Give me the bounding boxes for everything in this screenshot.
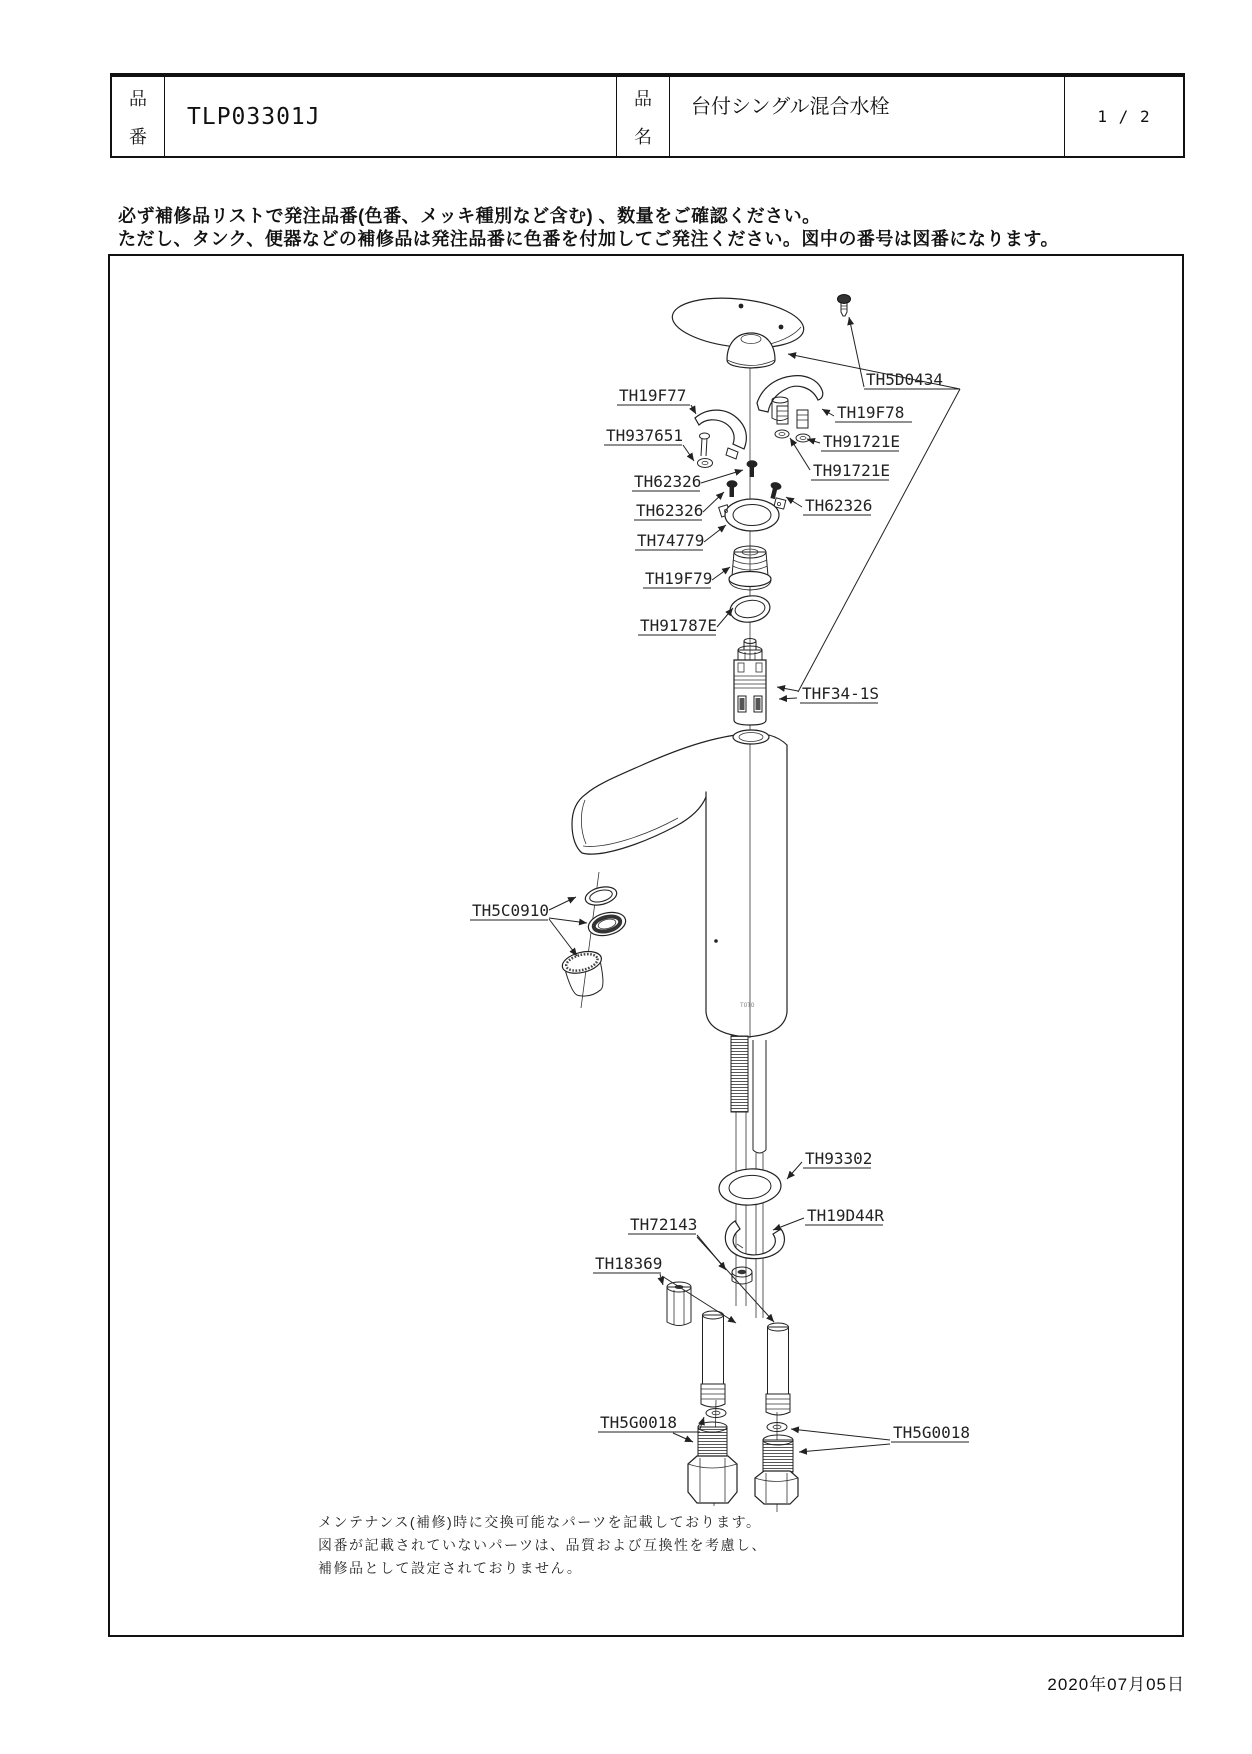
exploded-parts-diagram [108,253,1185,1638]
header-table [110,73,1185,158]
part-name-cell [670,77,1065,156]
maintenance-note-line2: 図番が記載されていないパーツは、品質および互換性を考慮し、 [318,1537,767,1553]
c-clamp-th19d44r [725,1221,784,1259]
part-label-th5g0018-left: TH5G0018 [600,1413,678,1432]
part-name-label-cell [617,77,670,156]
cap-screw [838,295,851,317]
screw-th91721e-2 [796,410,810,442]
supply-pipe-right [766,1323,790,1415]
part-label-th91721e-2: TH91721E [813,461,891,480]
retainer-ring-th74779 [719,498,786,531]
connector-right-th5g0018 [755,1423,798,1505]
part-label-th74779: TH74779 [637,531,705,550]
o-ring-th91787e [728,593,771,624]
part-label-th5d0434: TH5D0434 [866,370,944,389]
part-label-th91721e-1: TH91721E [823,432,901,451]
order-notice-line1: 必ず補修品リストで発注品番(色番、メッキ種別など含む) 、数量をご確認ください。 [118,206,821,226]
connector-left-th5g0018 [688,1409,737,1504]
maintenance-note-line3: 補修品として設定されておりません。 [318,1560,583,1576]
svg-text:TOTO: TOTO [740,1002,755,1009]
maintenance-note-line1: メンテナンス(補修)時に交換可能なパーツを記載しております。 [318,1514,762,1530]
part-name-label-char-bottom: 名 [634,127,652,147]
part-no-label-char-top: 品 [129,89,147,109]
part-label-th19f79: TH19F79 [645,569,713,588]
screw-th62326-3 [768,481,783,500]
lever-unit-th19f78 [757,376,823,421]
part-label-th62326-2: TH62326 [636,501,704,520]
part-label-th91787e: TH91787E [640,616,718,635]
nut-th72143 [732,1267,752,1284]
part-no-label-cell [112,77,165,156]
maintenance-note [318,1511,767,1580]
leader-lines [549,317,960,1452]
hex-spacer-th18369 [667,1282,691,1326]
part-label-th19f77: TH19F77 [619,386,687,405]
handle-lever-left [695,410,746,459]
part-no-label-char-bottom: 番 [129,127,147,147]
screw-th62326-1 [747,460,758,477]
order-notice-line2: ただし、タンク、便器などの補修品は発注品番に色番を付加してご発注ください。図中の番号は図番になります。 [118,229,1059,249]
part-label-thf34-1s: THF34-1S [802,684,880,703]
part-no-value: TLP03301J [187,103,321,130]
part-label-th937651: TH937651 [606,426,684,445]
page-indicator-cell [1065,77,1183,156]
part-label-th18369: TH18369 [595,1254,663,1273]
part-label-th93302: TH93302 [805,1149,873,1168]
spout-rings-th5c0910 [560,884,628,1000]
part-labels [470,370,970,1442]
faucet-body [572,730,787,1037]
screw-th62326-2 [727,480,738,497]
screw-th91721e-1 [775,406,789,438]
part-label-th19f78: TH19F78 [837,403,905,422]
part-name-value: 台付シングル混合水栓 [691,96,890,118]
flat-ring-th93302 [718,1167,782,1207]
part-label-th5g0018-right: TH5G0018 [893,1423,971,1442]
part-label-th62326-1: TH62326 [634,472,702,491]
order-notice [118,205,1059,251]
part-label-th72143: TH72143 [630,1215,698,1234]
supply-pipe-left [701,1311,725,1407]
issue-date: 2020年07月05日 [1047,1675,1185,1694]
part-label-th5c0910: TH5C0910 [472,901,550,920]
screw-th937651 [698,433,713,468]
page-indicator: 1 / 2 [1097,107,1151,126]
part-label-th62326-3: TH62326 [805,496,873,515]
part-no-cell [165,77,617,156]
part-label-th19d44r: TH19D44R [807,1206,885,1225]
part-name-label-char-top: 品 [634,89,652,109]
